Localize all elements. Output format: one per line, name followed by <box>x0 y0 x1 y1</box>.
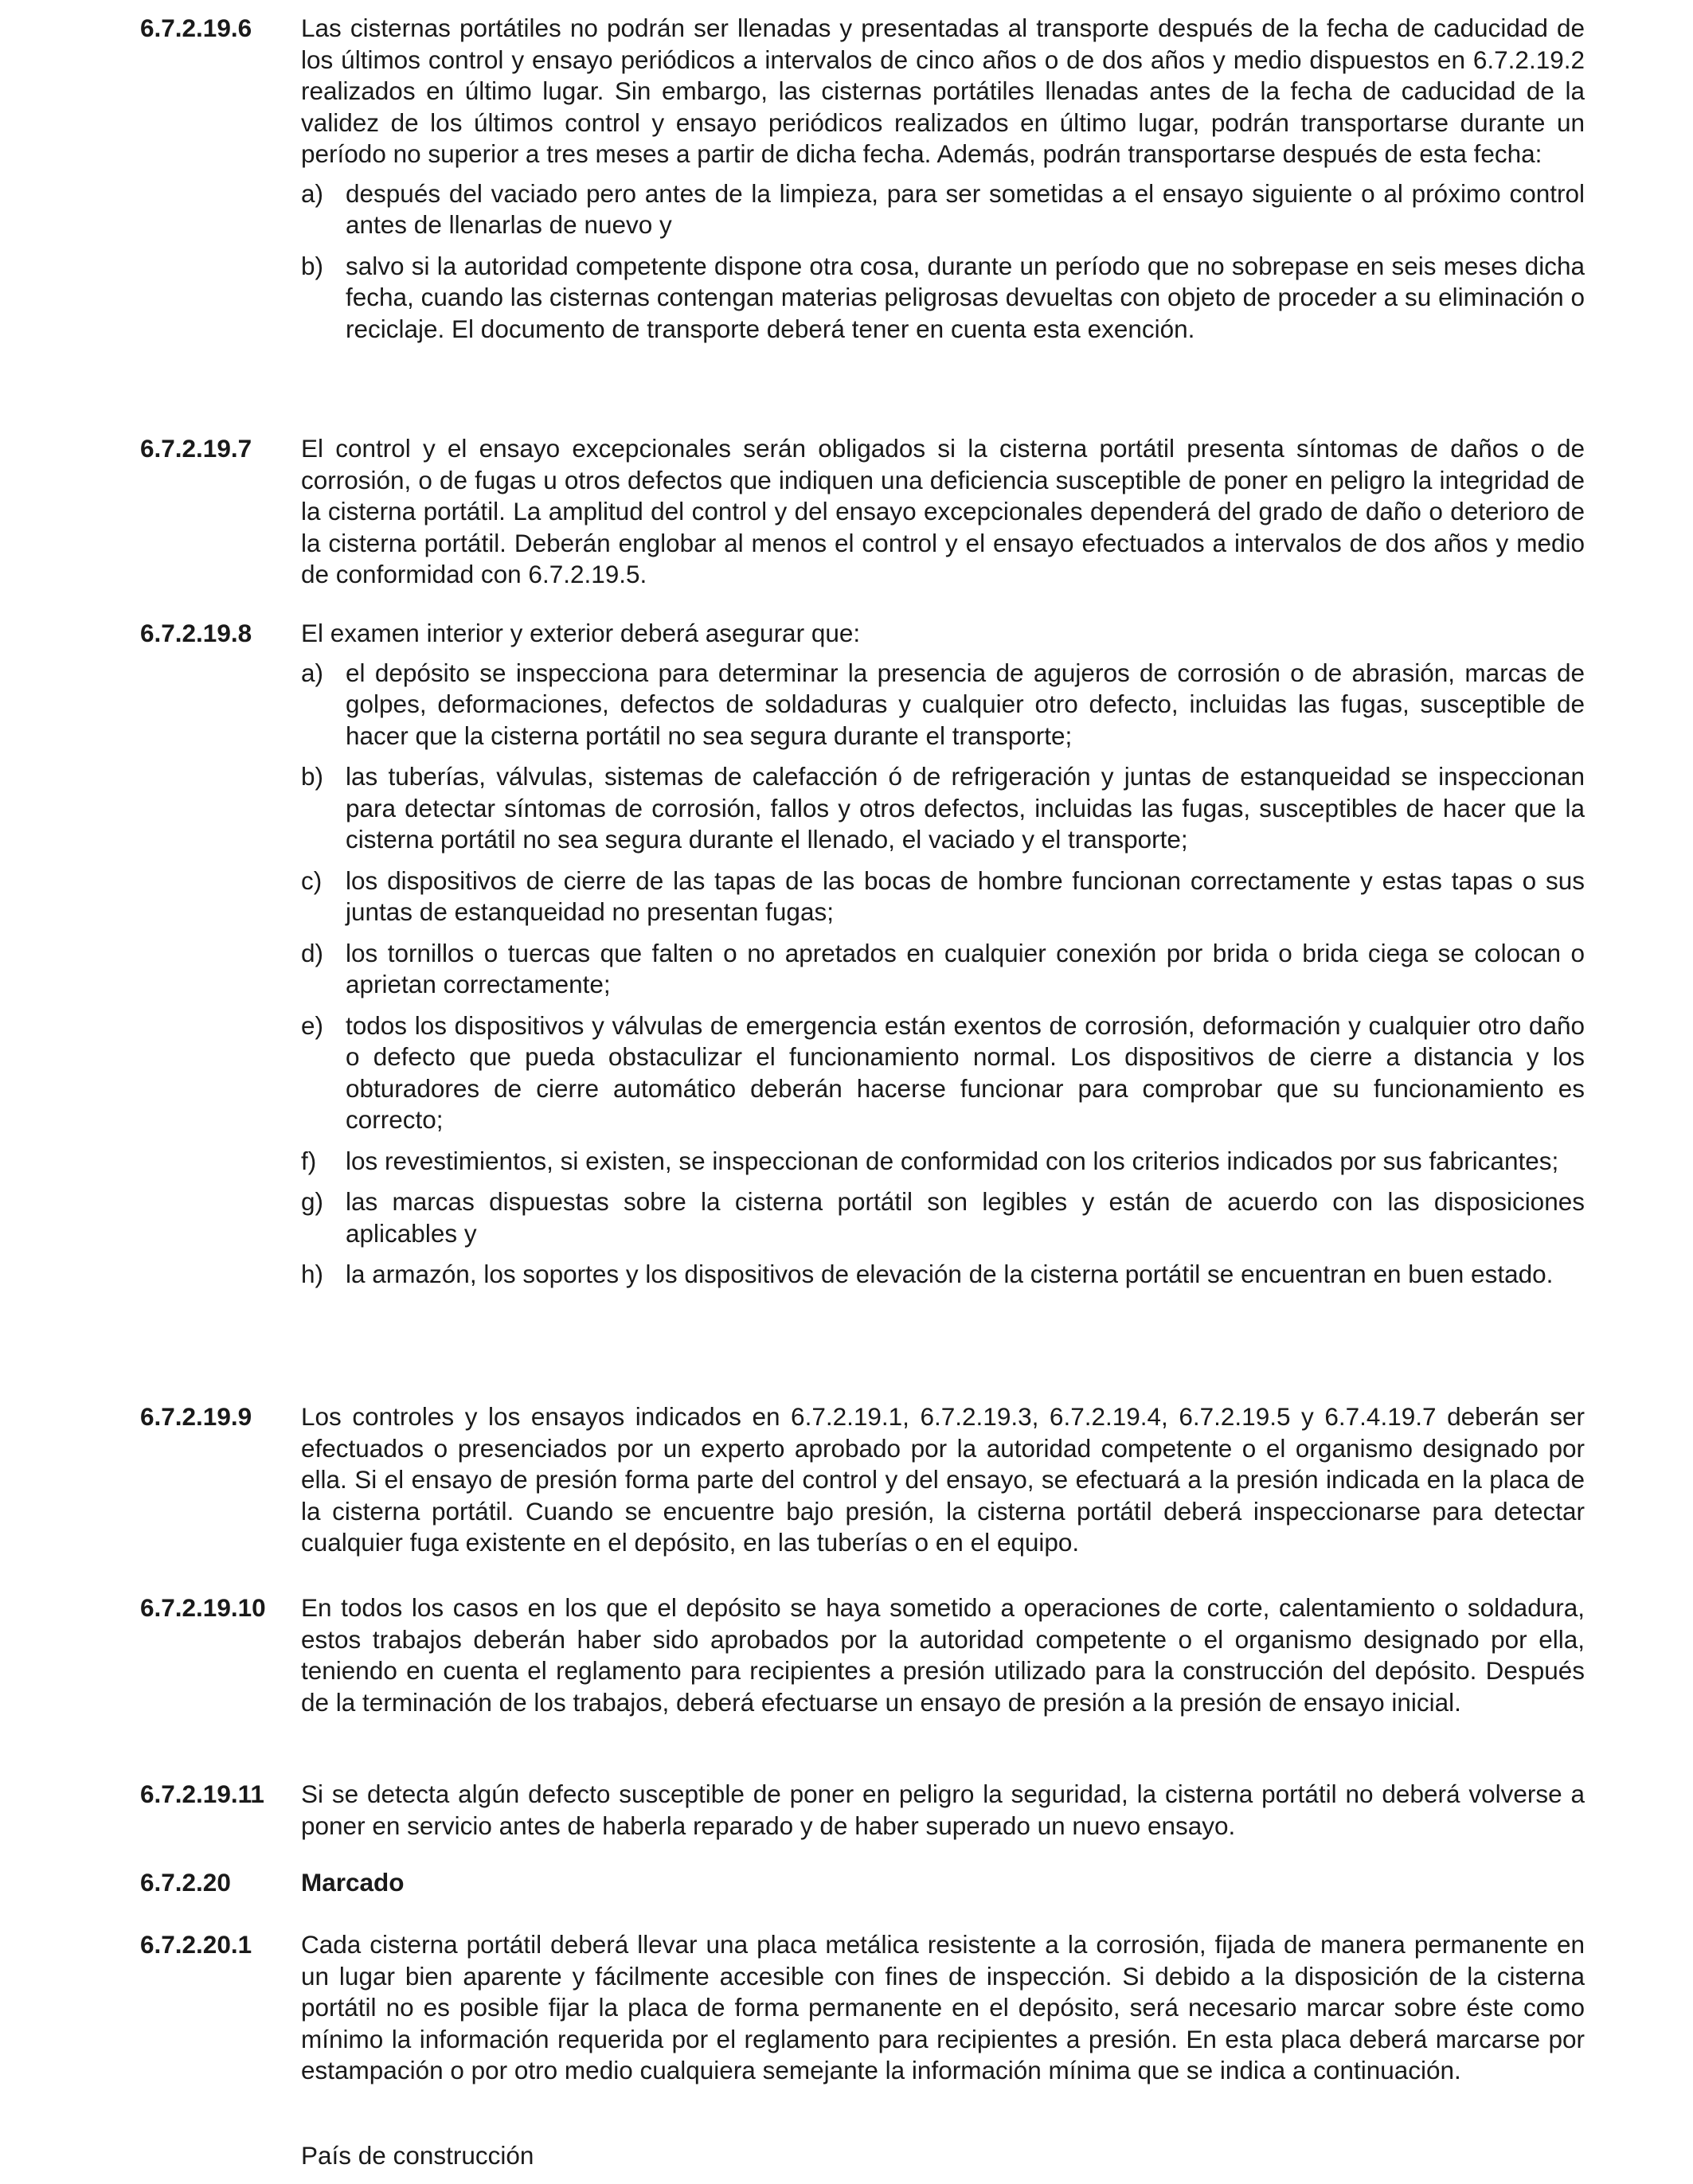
item-letter: h) <box>301 1260 324 1288</box>
section-6-7-2-19-8 <box>0 618 1693 1291</box>
country-of-construction <box>0 2140 1693 2172</box>
item-text: las tuberías, válvulas, sistemas de calefacción ó de refrigeración y juntas de estanqueidad se inspeccionan para detectar síntomas de corrosión, fallos y otros defectos, incluidas las fugas, susceptibles de hacer que la cisterna portátil no sea segura durante el llenado, el vaciado y el transporte; <box>346 762 1585 854</box>
list-item <box>301 1186 1585 1249</box>
section-number: 6.7.2.19.8 <box>140 619 252 647</box>
list-item <box>301 865 1585 928</box>
item-letter: c) <box>301 865 323 895</box>
section-text: Los controles y los ensayos indicados en 6.7.2.19.1, 6.7.2.19.3, 6.7.2.19.4, 6.7.2.19.5 y 6.7.4.19.7 deberán ser efectuados o presenciados por un experto aprobado por la autoridad competente o el organismo designado por ella. Si el ensayo de presión forma parte del control y del ensayo, se efectuará a la presión indicada en la placa de la cisterna portátil. Cuando se encuentre bajo presión, la cisterna portátil deberá inspeccionarse para detectar cualquier fuga existente en el depósito, en las tuberías o en el equipo. <box>301 1402 1585 1557</box>
item-letter: a) <box>301 658 324 687</box>
item-text: la armazón, los soportes y los dispositivos de elevación de la cisterna portátil se encuentran en buen estado. <box>346 1260 1554 1288</box>
item-text: los tornillos o tuercas que falten o no apretados en cualquier conexión por brida o brida ciega se colocan o aprietan correctamente; <box>346 938 1585 998</box>
list-item <box>301 1259 1585 1291</box>
item-text: los dispositivos de cierre de las tapas de las bocas de hombre funcionan correctamente y estas tapas o sus juntas de estanqueidad no presentan fugas; <box>346 865 1585 926</box>
section-heading: Marcado <box>301 1868 405 1897</box>
item-letter: b) <box>301 251 324 280</box>
list-item <box>301 938 1585 1001</box>
item-letter: a) <box>301 178 324 208</box>
list-item <box>301 658 1585 752</box>
list-item <box>301 761 1585 856</box>
item-text: después del vaciado pero antes de la limpieza, para ser sometidas a el ensayo siguiente o al próximo control antes de llenarlas de nuevo y <box>346 178 1585 239</box>
section-text: El control y el ensayo excepcionales serán obligados si la cisterna portátil presenta síntomas de daños o de corrosión, o de fugas u otros defectos que indiquen una deficiencia susceptible de poner en peligro la integridad de la cisterna portátil. La amplitud del control y del ensayo excepcionales dependerá del grado de daño o deterioro de la cisterna portátil. Deberán englobar al menos el control y el ensayo efectuados a intervalos de dos años y medio de conformidad con 6.7.2.19.5. <box>301 434 1585 588</box>
list-item <box>301 1010 1585 1136</box>
section-text: En todos los casos en los que el depósito se haya sometido a operaciones de corte, calentamiento o soldadura, estos trabajos deberán haber sido aprobados por la autoridad competente o el organismo designado por ella, teniendo en cuenta el reglamento para recipientes a presión utilizado para la construcción del depósito. Después de la terminación de los trabajos, deberá efectuarse un ensayo de presión a la presión de ensayo inicial. <box>301 1593 1585 1717</box>
section-6-7-2-19-11 <box>0 1779 1693 1842</box>
section-number: 6.7.2.19.10 <box>140 1593 266 1622</box>
section-number: 6.7.2.20 <box>140 1868 231 1897</box>
plate-info-line: País de construcción <box>301 2141 534 2170</box>
section-6-7-2-19-9 <box>0 1401 1693 1559</box>
section-text: Las cisternas portátiles no podrán ser llenadas y presentadas al transporte después de la fecha de caducidad de los últimos control y ensayo periódicos a intervalos de cinco años o de dos años y medio dispuestos en 6.7.2.19.2 realizados en último lugar. Sin embargo, las cisternas portátiles llenadas antes de la fecha de caducidad de la validez de los últimos control y ensayo periódicos realizados en último lugar, podrán transportarse durante un período no superior a tres meses a partir de dicha fecha. Además, podrán transportarse después de esta fecha: <box>301 14 1585 168</box>
section-6-7-2-19-6 <box>0 13 1693 345</box>
item-text: todos los dispositivos y válvulas de emergencia están exentos de corrosión, deformación y cualquier otro daño o defecto que pueda obstaculizar el funcionamiento normal. Los dispositivos de cierre a distancia y los obturadores de cierre automático deberán hacerse funcionar para comprobar que su funcionamiento es correcto; <box>346 1010 1585 1134</box>
item-letter: g) <box>301 1187 324 1216</box>
item-list <box>0 658 1693 1291</box>
section-6-7-2-19-10 <box>0 1592 1693 1718</box>
list-item <box>301 178 1585 241</box>
section-number: 6.7.2.19.9 <box>140 1402 252 1431</box>
item-letter: b) <box>301 762 324 791</box>
section-number: 6.7.2.19.11 <box>140 1780 264 1808</box>
section-6-7-2-20 <box>0 1867 1693 1899</box>
item-text: el depósito se inspecciona para determinar la presencia de agujeros de corrosión o de abrasión, marcas de golpes, deformaciones, defectos de soldaduras y cualquier otro defecto, incluidas las fugas, susceptible de hacer que la cisterna portátil no sea segura durante el transporte; <box>346 658 1585 750</box>
item-text: salvo si la autoridad competente dispone otra cosa, durante un período que no sobrepase en seis meses dicha fecha, cuando las cisternas contengan materias peligrosas devueltas con objeto de proceder a su eliminación o reciclaje. El documento de transporte deberá tener en cuenta esta exención. <box>346 251 1585 343</box>
section-6-7-2-19-7 <box>0 433 1693 591</box>
item-text: las marcas dispuestas sobre la cisterna portátil son legibles y están de acuerdo con las disposiciones aplicables y <box>346 1187 1585 1248</box>
item-letter: e) <box>301 1010 324 1040</box>
section-text: Cada cisterna portátil deberá llevar una placa metálica resistente a la corrosión, fijada de manera permanente en un lugar bien aparente y fácilmente accesible con fines de inspección. Si debido a la disposición de la cisterna portátil no es posible fijar la placa de forma permanente en el depósito, será necesario marcar sobre éste como mínimo la información requerida por el reglamento para recipientes a presión. En esta placa deberá marcarse por estampación o por otro medio cualquiera semejante la información mínima que se indica a continuación. <box>301 1930 1585 2084</box>
section-number: 6.7.2.20.1 <box>140 1930 252 1959</box>
item-letter: f) <box>301 1146 317 1175</box>
item-letter: d) <box>301 938 324 967</box>
section-number: 6.7.2.19.7 <box>140 434 252 463</box>
section-6-7-2-20-1 <box>0 1929 1693 2087</box>
item-list <box>0 178 1693 346</box>
section-number: 6.7.2.19.6 <box>140 14 252 42</box>
section-text: El examen interior y exterior deberá asegurar que: <box>301 619 861 647</box>
list-item <box>301 251 1585 346</box>
list-item <box>301 1146 1585 1178</box>
section-text: Si se detecta algún defecto susceptible de poner en peligro la seguridad, la cisterna portátil no deberá volverse a poner en servicio antes de haberla reparado y de haber superado un nuevo ensayo. <box>301 1780 1585 1840</box>
item-text: los revestimientos, si existen, se inspeccionan de conformidad con los criterios indicados por sus fabricantes; <box>346 1146 1559 1175</box>
